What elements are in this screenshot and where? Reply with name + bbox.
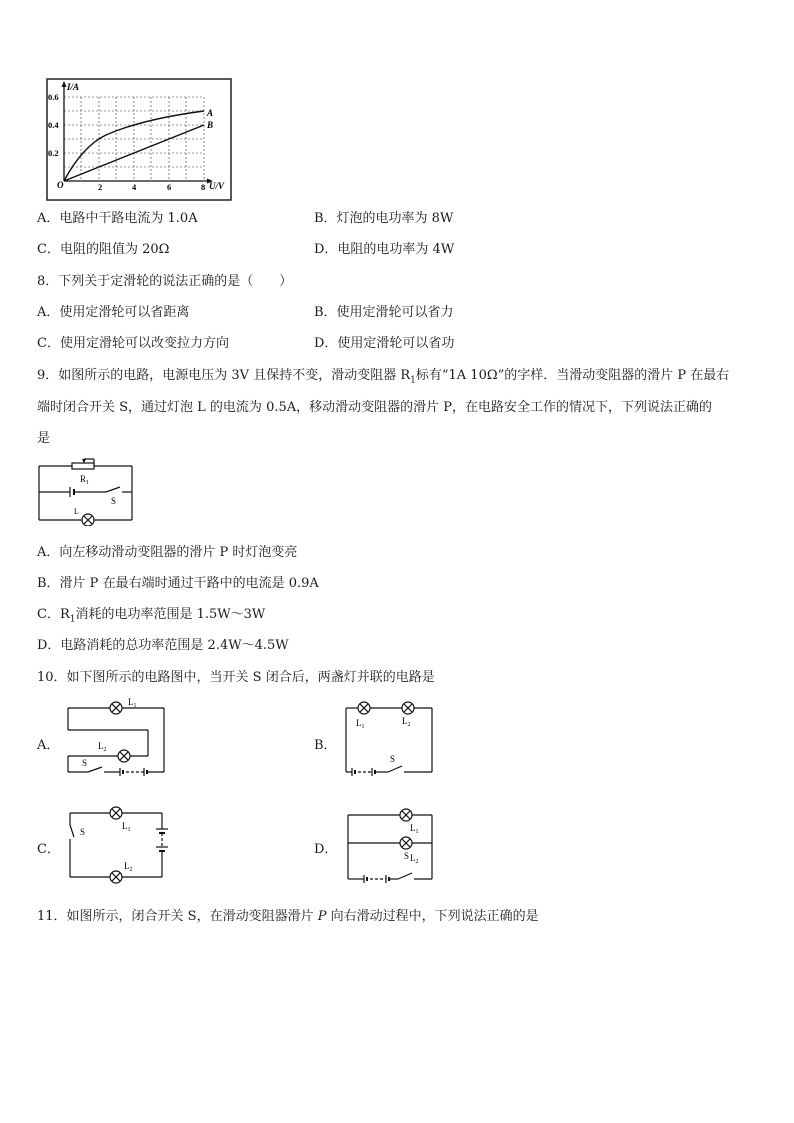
q8-option-b[interactable]: B．使用定滑轮可以省力 [314, 305, 454, 320]
q9-circuit [36, 456, 138, 526]
q9-stem-line3: 是 [37, 431, 51, 446]
q10-circuit-b[interactable] [342, 698, 436, 778]
q9-s-label: S [111, 496, 117, 506]
q7-option-a[interactable]: A．电路中干路电流为 1.0A [37, 211, 198, 226]
q10-d-s-label: S [404, 851, 410, 861]
q7-option-c[interactable]: C．电阻的阻值为 20Ω [37, 242, 170, 257]
q10-c-l2-label: $L_2$ [124, 861, 133, 873]
iu-graph [46, 78, 232, 202]
q10-a-l2-label: $L_2$ [98, 741, 107, 753]
q9-stem-line2: 端时闭合开关 S，通过灯泡 L 的电流为 0.5A，移动滑动变阻器的滑片 P，在电路安全工作的情况下，下列说法正确的 [37, 400, 713, 415]
q9-option-a[interactable]: A．向左移动滑动变阻器的滑片 P 时灯泡变亮 [37, 545, 298, 560]
q9-option-c-pre: C．R [37, 607, 70, 622]
q10-c-l1-label: $L_1$ [122, 821, 131, 833]
q9-stem-line1-pre: 9．如图所示的电路，电源电压为 3V 且保持不变，滑动变阻器 R [37, 368, 411, 383]
y-tick-label: 0.6 [48, 92, 59, 102]
q10-stem: 10．如下图所示的电路图中，当开关 S 闭合后，两盏灯并联的电路是 [37, 670, 435, 685]
q10-b-l2-label: $L_2$ [402, 716, 411, 728]
q10-a-s-label: S [82, 758, 88, 768]
y-tick-label: 0.4 [48, 120, 59, 130]
q9-option-b[interactable]: B．滑片 P 在最右端时通过干路中的电流是 0.9A [37, 576, 319, 591]
q11-stem-p: P [317, 909, 327, 924]
x-tick-label: 2 [98, 182, 103, 192]
q9-option-c[interactable] [37, 603, 265, 625]
curve-a-label: A [207, 108, 214, 118]
q7-option-b[interactable]: B．灯泡的电功率为 8W [314, 211, 454, 226]
q10-option-c-label[interactable]: C． [37, 842, 60, 857]
y-tick-label: 0.2 [48, 148, 59, 158]
q10-option-a-label[interactable]: A． [37, 738, 60, 753]
q9-r-label: $R_1$ [80, 474, 90, 486]
q9-stem-line1 [37, 364, 729, 386]
q10-option-b-label[interactable]: B． [314, 738, 337, 753]
x-tick-label: 4 [132, 182, 137, 192]
q11-stem-post: 向右滑动过程中，下列说法正确的是 [326, 909, 539, 924]
q9-stem-line1-post: 标有“1A 10Ω”的字样．当滑动变阻器的滑片 P 在最右 [415, 368, 730, 383]
q10-a-l1-label: $L_1$ [128, 697, 137, 709]
q10-c-s-label: S [80, 827, 86, 837]
q10-circuit-a[interactable] [64, 696, 168, 782]
q10-b-s-label: S [390, 754, 396, 764]
q10-b-l1-label: $L_1$ [356, 718, 365, 730]
q8-option-d[interactable]: D．使用定滑轮可以省功 [314, 336, 455, 351]
x-tick-label: 8 [201, 182, 206, 192]
q9-option-c-post: 消耗的电功率范围是 1.5W～3W [75, 607, 266, 622]
q8-stem: 8．下列关于定滑轮的说法正确的是（ ） [37, 274, 293, 289]
q10-circuit-c[interactable] [64, 803, 170, 887]
q10-option-d-label[interactable]: D． [314, 842, 338, 857]
q9-stem-sub: 1 [410, 375, 416, 386]
q9-option-c-sub: 1 [69, 614, 76, 625]
q8-option-c[interactable]: C．使用定滑轮可以改变拉力方向 [37, 336, 229, 351]
origin-label: O [57, 180, 64, 190]
q10-circuit-d[interactable] [342, 803, 438, 887]
q9-l-label: L [74, 507, 79, 516]
q10-d-l1-label: $L_1$ [410, 823, 419, 835]
curve-b-label: B [207, 120, 214, 130]
q11-stem-pre: 11．如图所示，闭合开关 S，在滑动变阻器滑片 [37, 909, 318, 924]
x-tick-label: 6 [167, 182, 172, 192]
q8-option-a[interactable]: A．使用定滑轮可以省距离 [37, 305, 190, 320]
x-axis-label: U/V [209, 181, 225, 191]
q10-d-l2-label: $L_2$ [410, 853, 419, 865]
q11-stem [37, 905, 539, 924]
q7-option-d[interactable]: D．电阻的电功率为 4W [314, 242, 455, 257]
graph-grid [64, 97, 204, 181]
y-axis-label: I/A [67, 82, 80, 92]
q9-option-d[interactable]: D．电路消耗的总功率范围是 2.4W～4.5W [37, 638, 289, 653]
